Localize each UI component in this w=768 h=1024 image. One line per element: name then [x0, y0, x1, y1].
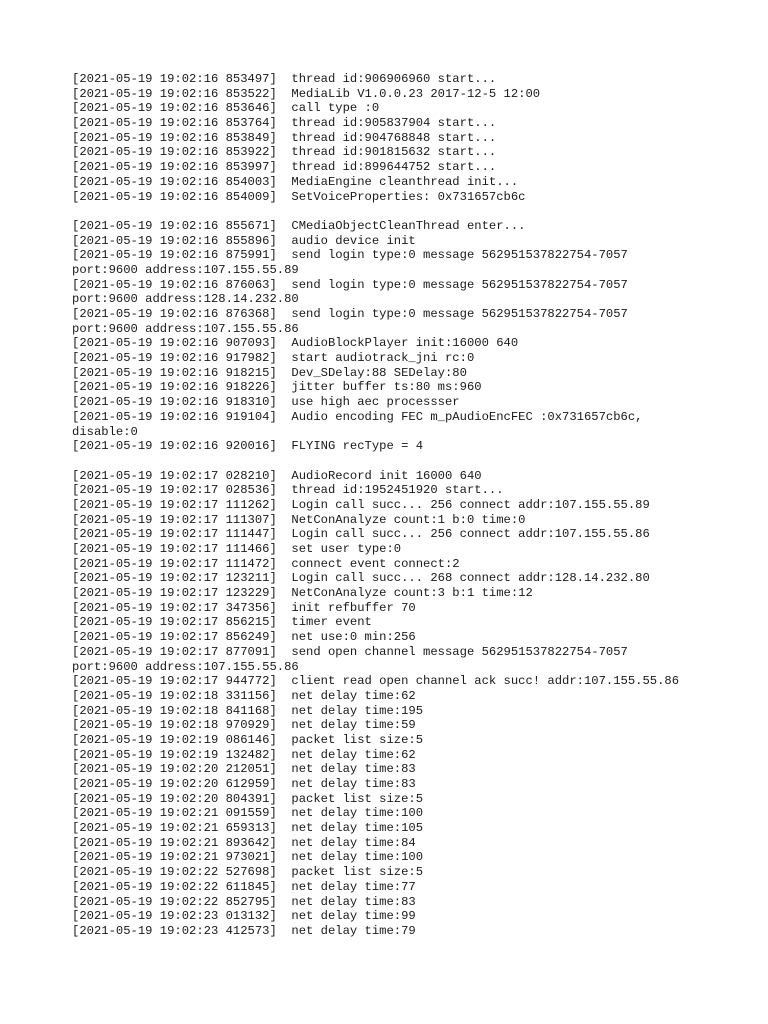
log-line: [2021-05-19 19:02:16 853522] MediaLib V1.0.0.23 2017-12-5 12:00 — [72, 86, 541, 101]
log-line: [2021-05-19 19:02:16 853646] call type :0 — [72, 101, 380, 116]
log-line: [2021-05-19 19:02:16 876063] send login type:0 message 562951537822754-7057 — [72, 277, 628, 292]
log-line: [2021-05-19 19:02:17 111262] Login call succ... 256 connect addr:107.155.55.89 — [72, 497, 650, 512]
log-line: [2021-05-19 19:02:16 918310] use high aec processser — [72, 395, 460, 410]
log-document — [72, 72, 752, 939]
log-line: port:9600 address:128.14.232.80 — [72, 292, 299, 307]
log-line: [2021-05-19 19:02:17 111466] set user type:0 — [72, 542, 402, 556]
log-line: [2021-05-19 19:02:18 841168] net delay time:195 — [72, 703, 424, 718]
blank-line — [72, 204, 752, 219]
log-line: [2021-05-19 19:02:16 853997] thread id:899644752 start... — [72, 160, 497, 175]
log-line: [2021-05-19 19:02:23 412573] net delay time:79 — [72, 923, 416, 938]
log-line: [2021-05-19 19:02:16 907093] AudioBlockPlayer init:16000 640 — [72, 336, 519, 351]
log-line: port:9600 address:107.155.55.86 — [72, 321, 299, 336]
log-line: [2021-05-19 19:02:21 893642] net delay time:84 — [72, 835, 416, 850]
log-line: [2021-05-19 19:02:16 920016] FLYING recType = 4 — [72, 439, 424, 454]
log-line: [2021-05-19 19:02:17 944772] client read open channel ack succ! addr:107.155.55.86 — [72, 674, 680, 689]
log-line: [2021-05-19 19:02:23 013132] net delay time:99 — [72, 909, 416, 924]
log-line: [2021-05-19 19:02:16 917982] start audiotrack_jni rc:0 — [72, 351, 475, 366]
log-line: [2021-05-19 19:02:17 028536] thread id:1952451920 start... — [72, 483, 504, 498]
log-line: [2021-05-19 19:02:19 086146] packet list size:5 — [72, 732, 424, 747]
log-line: [2021-05-19 19:02:22 527698] packet list size:5 — [72, 865, 424, 880]
log-line: [2021-05-19 19:02:16 853849] thread id:904768848 start... — [72, 130, 497, 145]
log-line: [2021-05-19 19:02:21 091559] net delay time:100 — [72, 806, 424, 821]
log-line: [2021-05-19 19:02:19 132482] net delay time:62 — [72, 747, 416, 762]
log-line: [2021-05-19 19:02:16 853764] thread id:905837904 start... — [72, 116, 497, 131]
log-line: [2021-05-19 19:02:17 111447] Login call succ... 256 connect addr:107.155.55.86 — [72, 527, 650, 542]
log-line: [2021-05-19 19:02:18 970929] net delay time:59 — [72, 718, 416, 733]
log-line: [2021-05-19 19:02:17 028210] AudioRecord init 16000 640 — [72, 468, 482, 483]
log-line: [2021-05-19 19:02:16 853497] thread id:906906960 start... — [72, 72, 497, 86]
log-line: [2021-05-19 19:02:16 918215] Dev_SDelay:88 SEDelay:80 — [72, 365, 467, 380]
log-line: [2021-05-19 19:02:22 852795] net delay time:83 — [72, 894, 416, 909]
log-line: port:9600 address:107.155.55.89 — [72, 262, 299, 277]
log-line: [2021-05-19 19:02:16 919104] Audio encoding FEC m_pAudioEncFEC :0x731657cb6c, — [72, 409, 643, 424]
log-line: [2021-05-19 19:02:20 804391] packet list size:5 — [72, 791, 424, 806]
log-line: [2021-05-19 19:02:21 973021] net delay time:100 — [72, 850, 424, 865]
log-line: [2021-05-19 19:02:17 856215] timer event — [72, 615, 372, 630]
log-line: [2021-05-19 19:02:17 856249] net use:0 min:256 — [72, 630, 416, 645]
log-line: [2021-05-19 19:02:21 659313] net delay time:105 — [72, 821, 424, 836]
log-line: [2021-05-19 19:02:17 123211] Login call succ... 268 connect addr:128.14.232.80 — [72, 571, 650, 586]
blank-line — [72, 454, 752, 469]
log-line: [2021-05-19 19:02:16 853922] thread id:901815632 start... — [72, 145, 497, 160]
log-line: [2021-05-19 19:02:20 612959] net delay time:83 — [72, 777, 416, 791]
log-line: [2021-05-19 19:02:17 111472] connect event connect:2 — [72, 556, 460, 571]
log-line: port:9600 address:107.155.55.86 — [72, 659, 299, 674]
log-line: [2021-05-19 19:02:16 855896] audio device init — [72, 233, 416, 248]
log-line: [2021-05-19 19:02:16 854003] MediaEngine cleanthread init... — [72, 174, 519, 189]
log-line: [2021-05-19 19:02:16 854009] SetVoiceProperties: 0x731657cb6c — [72, 189, 526, 204]
log-line: [2021-05-19 19:02:22 611845] net delay time:77 — [72, 879, 416, 894]
log-line: [2021-05-19 19:02:18 331156] net delay time:62 — [72, 688, 416, 703]
log-line: [2021-05-19 19:02:17 877091] send open channel message 562951537822754-7057 — [72, 644, 628, 659]
log-line: [2021-05-19 19:02:20 212051] net delay time:83 — [72, 762, 416, 777]
log-line: [2021-05-19 19:02:16 855671] CMediaObjectCleanThread enter... — [72, 218, 526, 233]
log-line: [2021-05-19 19:02:17 347356] init refbuffer 70 — [72, 600, 416, 615]
log-line: [2021-05-19 19:02:16 875991] send login type:0 message 562951537822754-7057 — [72, 248, 628, 263]
log-line: [2021-05-19 19:02:16 918226] jitter buffer ts:80 ms:960 — [72, 380, 482, 395]
log-line: disable:0 — [72, 424, 138, 439]
log-line: [2021-05-19 19:02:16 876368] send login type:0 message 562951537822754-7057 — [72, 307, 628, 321]
log-line: [2021-05-19 19:02:17 123229] NetConAnalyze count:3 b:1 time:12 — [72, 586, 533, 601]
log-line: [2021-05-19 19:02:17 111307] NetConAnalyze count:1 b:0 time:0 — [72, 512, 526, 527]
